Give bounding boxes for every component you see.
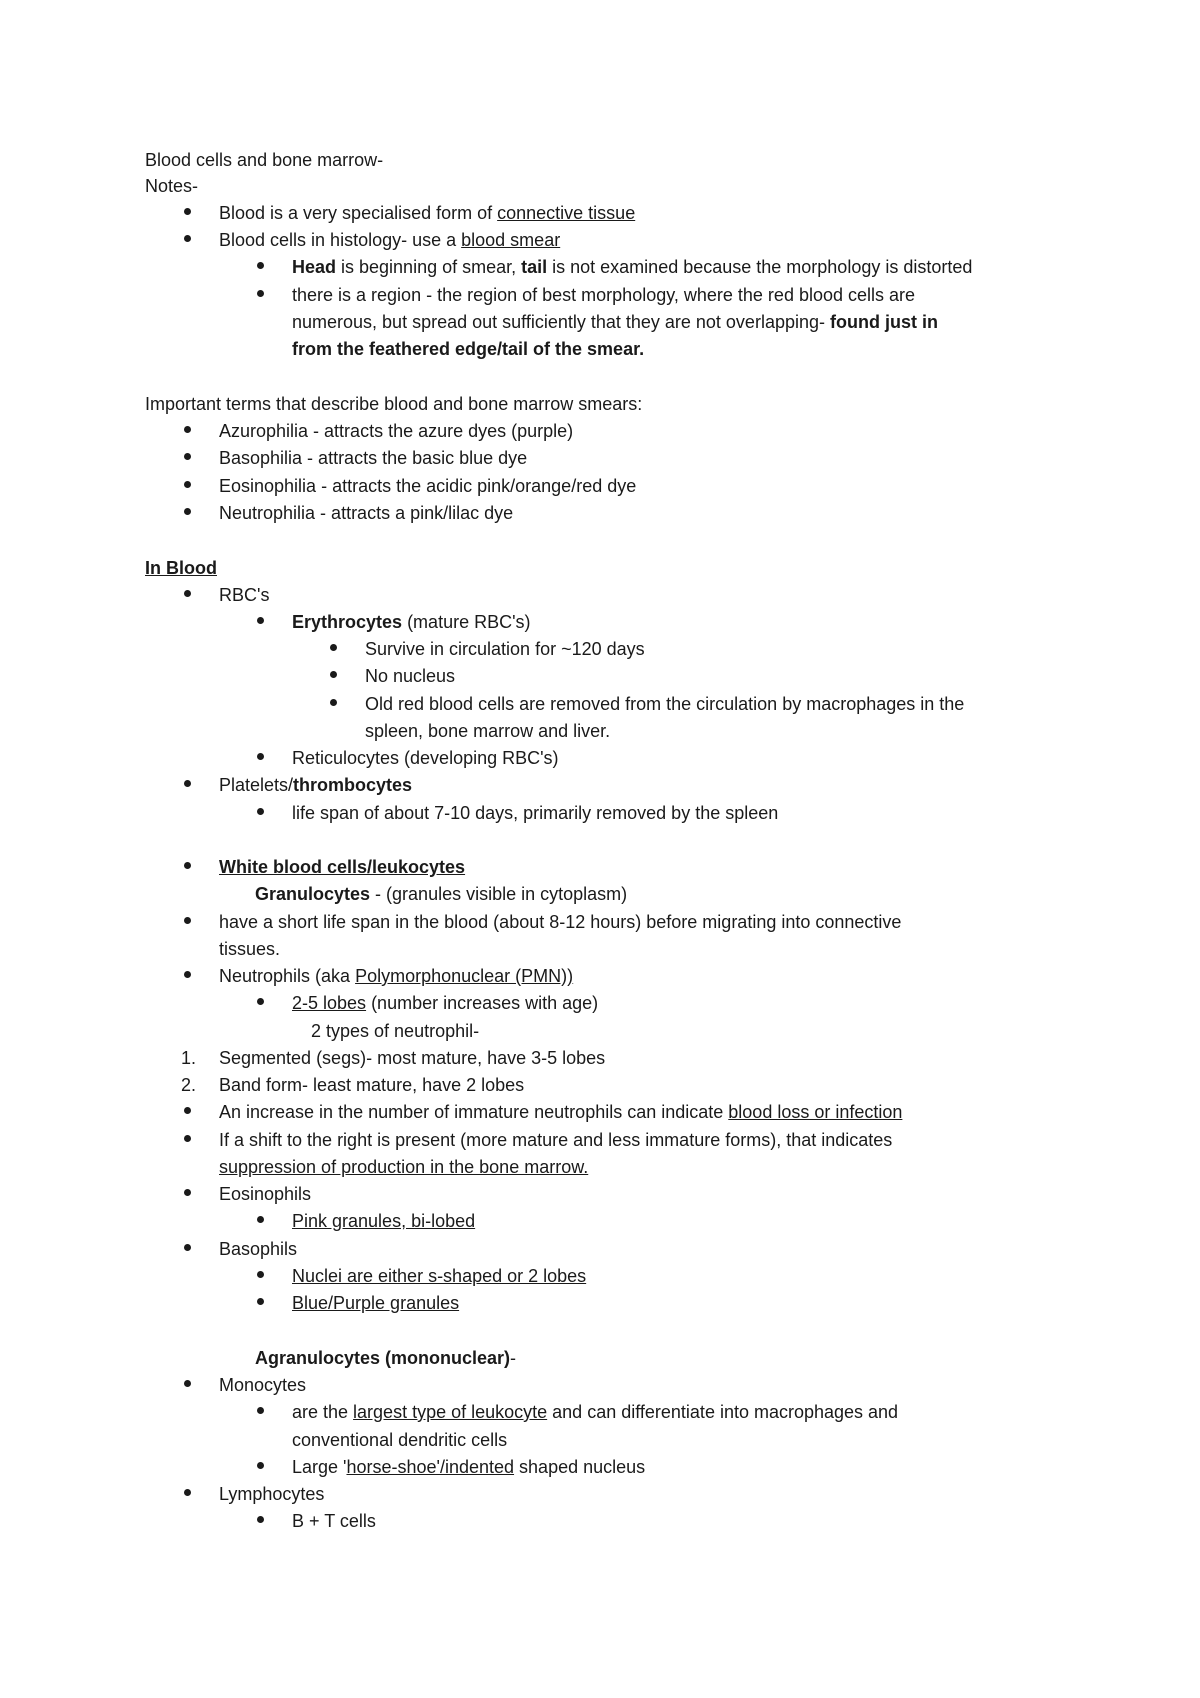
text-line <box>292 255 972 279</box>
text-line <box>292 1428 507 1452</box>
text-run: Survive in circulation for ~120 days <box>365 639 645 659</box>
text-run: Eosinophils <box>219 1184 312 1204</box>
text-line <box>145 174 198 198</box>
text-run: Erythrocytes <box>292 612 403 632</box>
text-run: B + T cells <box>292 1511 376 1531</box>
text-line <box>292 1400 898 1424</box>
text-run: Agranulocytes (mononuclear) <box>255 1348 511 1368</box>
text-run: (number increases with age) <box>366 993 599 1013</box>
text-run: largest type of leukocyte <box>353 1402 548 1422</box>
text-run: In Blood <box>145 558 217 578</box>
text-run: Neutrophils (aka <box>219 966 356 986</box>
text-run: Polymorphonuclear (PMN)) <box>355 966 574 986</box>
text-line <box>219 201 635 225</box>
text-line <box>255 882 627 906</box>
text-line <box>292 746 559 770</box>
text-run: is beginning of smear, <box>336 257 522 277</box>
text-line <box>219 1155 588 1179</box>
text-line <box>219 1182 311 1206</box>
list-number: 2. <box>181 1075 197 1095</box>
text-run: Monocytes <box>219 1375 307 1395</box>
text-line <box>292 1455 645 1479</box>
text-run: Head <box>292 257 337 277</box>
text-line <box>292 337 644 361</box>
text-line <box>219 419 573 443</box>
text-run: is not examined because the morphology is distorted <box>547 257 973 277</box>
text-run: 2-5 lobes <box>292 993 367 1013</box>
text-line <box>292 1209 475 1233</box>
text-line <box>365 637 645 661</box>
text-line <box>292 1264 586 1288</box>
text-run: connective tissue <box>497 203 636 223</box>
text-run: (mature RBC's) <box>402 612 531 632</box>
text-run: Neutrophilia - attracts a pink/lilac dye <box>219 503 514 523</box>
text-run: tail <box>521 257 548 277</box>
text-run: Segmented (segs)- most mature, have 3-5 lobes <box>219 1048 606 1068</box>
text-line <box>219 583 269 607</box>
text-run: Basophilia - attracts the basic blue dye <box>219 448 528 468</box>
text-run: Blood cells in histology- use a <box>219 230 462 250</box>
text-run: Granulocytes <box>255 884 371 904</box>
text-line <box>219 1128 892 1152</box>
text-run: If a shift to the right is present (more mature and less immature forms), that indicates <box>219 1130 893 1150</box>
text-run: blood smear <box>461 230 561 250</box>
text-run: Blood is a very specialised form of <box>219 203 498 223</box>
text-line <box>145 392 642 416</box>
text-run: suppression of production in the bone marrow. <box>219 1157 589 1177</box>
text-run: numerous, but spread out sufficiently that they are not overlapping- <box>292 312 830 332</box>
text-line <box>219 446 527 470</box>
text-run: Nuclei are either s-shaped or 2 lobes <box>292 1266 587 1286</box>
text-line <box>292 283 915 307</box>
text-run: spleen, bone marrow and liver. <box>365 721 611 741</box>
text-line <box>219 937 280 961</box>
text-line <box>219 773 412 797</box>
text-run: - <box>510 1348 517 1368</box>
text-run: No nucleus <box>365 666 456 686</box>
text-run: - (granules visible in cytoplasm) <box>370 884 628 904</box>
text-line <box>145 556 217 580</box>
text-line <box>292 610 531 634</box>
text-line <box>219 228 560 252</box>
text-line <box>219 1373 306 1397</box>
text-run: life span of about 7-10 days, primarily removed by the spleen <box>292 803 779 823</box>
text-run: White blood cells/leukocytes <box>219 857 466 877</box>
text-run: have a short life span in the blood (about 8-12 hours) before migrating into connective <box>219 912 902 932</box>
text-run: RBC's <box>219 585 270 605</box>
text-run: Large ' <box>292 1457 347 1477</box>
text-run: Pink granules, bi-lobed <box>292 1211 476 1231</box>
text-line <box>365 719 610 743</box>
text-run: Notes- <box>145 176 199 196</box>
text-run: and can differentiate into macrophages and <box>547 1402 899 1422</box>
text-line <box>219 855 465 879</box>
text-run: Important terms that describe blood and bone marrow smears: <box>145 394 643 414</box>
text-run: from the feathered edge/tail of the smear. <box>292 339 645 359</box>
text-line <box>311 1019 479 1043</box>
text-line <box>181 1073 525 1097</box>
text-run: conventional dendritic cells <box>292 1430 508 1450</box>
text-run: there is a region - the region of best morphology, where the red blood cells are <box>292 285 916 305</box>
list-number: 1. <box>181 1048 197 1068</box>
text-run: 2 types of neutrophil- <box>311 1021 480 1041</box>
text-line <box>292 801 778 825</box>
text-line <box>219 1100 902 1124</box>
text-line <box>292 991 598 1015</box>
text-run: blood loss or infection <box>728 1102 903 1122</box>
text-run: Lymphocytes <box>219 1484 325 1504</box>
text-line <box>365 664 455 688</box>
text-line <box>219 1237 297 1261</box>
text-run: Reticulocytes (developing RBC's) <box>292 748 559 768</box>
text-run: Band form- least mature, have 2 lobes <box>219 1075 525 1095</box>
text-run: Blood cells and bone marrow- <box>145 150 384 170</box>
text-run: found just in <box>830 312 938 332</box>
text-run: An increase in the number of immature neutrophils can indicate <box>219 1102 729 1122</box>
text-line <box>292 1291 459 1315</box>
text-line <box>219 964 573 988</box>
text-line <box>365 692 964 716</box>
text-run: shaped nucleus <box>514 1457 646 1477</box>
text-run: thrombocytes <box>293 775 413 795</box>
text-run: are the <box>292 1402 354 1422</box>
text-line <box>219 1482 324 1506</box>
text-line <box>219 474 636 498</box>
text-run: Old red blood cells are removed from the circulation by macrophages in the <box>365 694 965 714</box>
text-run: tissues. <box>219 939 281 959</box>
text-line <box>219 501 513 525</box>
text-run: Azurophilia - attracts the azure dyes (purple) <box>219 421 574 441</box>
text-run: Eosinophilia - attracts the acidic pink/orange/red dye <box>219 476 637 496</box>
text-line <box>255 1346 516 1370</box>
text-line <box>292 310 938 334</box>
text-line <box>181 1046 606 1070</box>
text-line <box>145 148 383 172</box>
text-run: Blue/Purple granules <box>292 1293 460 1313</box>
text-run: Platelets/ <box>219 775 294 795</box>
text-line <box>292 1509 376 1533</box>
text-line <box>219 910 901 934</box>
text-run: Basophils <box>219 1239 298 1259</box>
text-run: horse-shoe'/indented <box>346 1457 515 1477</box>
